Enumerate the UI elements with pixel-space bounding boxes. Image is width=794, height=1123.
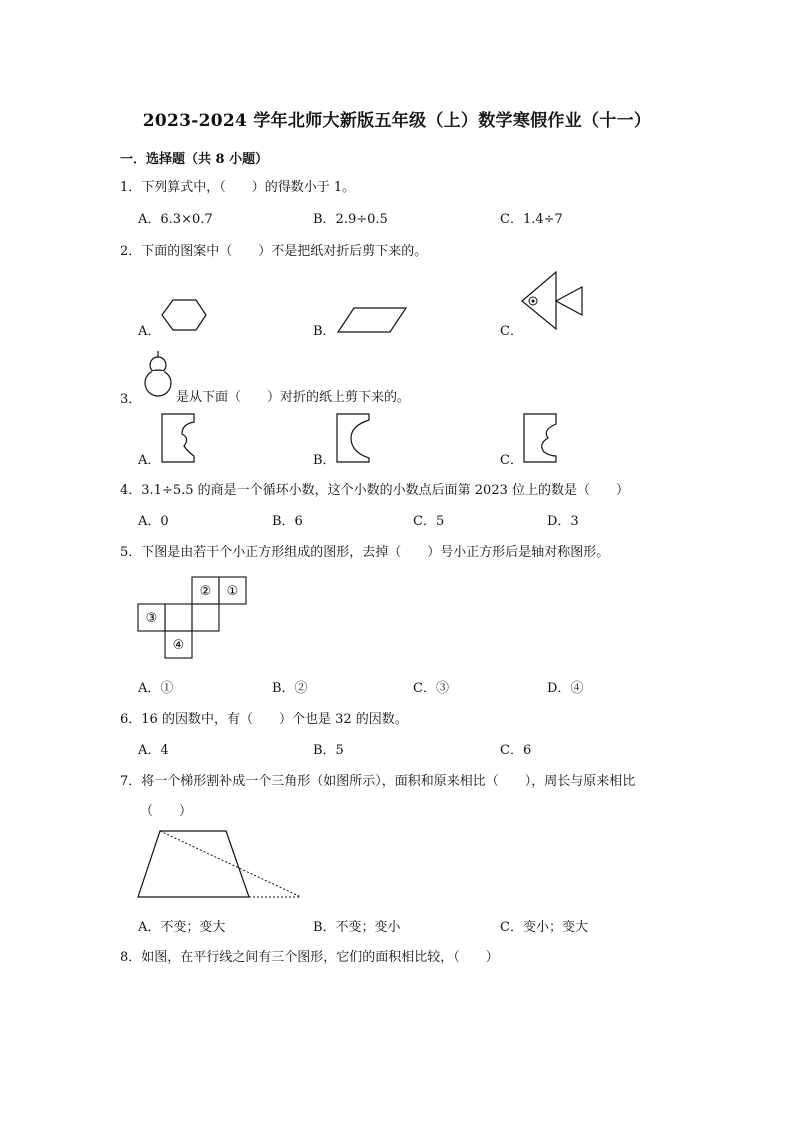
q7-option-c[interactable]: C．变小；变大 <box>500 920 588 935</box>
question-4-stem: 4．3.1÷5.5 的商是一个循环小数，这个小数的小数点后面第 2023 位上的数是（ ） <box>120 483 629 498</box>
q2-option-b[interactable]: B． <box>313 324 336 339</box>
question-6-stem: 6．16 的因数中，有（ ）个也是 32 的因数。 <box>120 712 408 727</box>
grid-label-2: ② <box>199 584 212 599</box>
folded-paper-b <box>335 412 373 464</box>
section-heading: 一．选择题（共 8 小题） <box>120 152 269 167</box>
grid-label-1: ① <box>226 584 239 599</box>
q4-option-d[interactable]: D．3 <box>547 514 579 529</box>
grid-label-4: ④ <box>172 638 185 653</box>
q1-option-b[interactable]: B．2.9÷0.5 <box>313 212 388 227</box>
q5-option-c[interactable]: C．③ <box>413 681 449 696</box>
q7-option-a[interactable]: A．不变；变大 <box>138 920 226 935</box>
question-7-stem-cont: （ ） <box>140 804 193 819</box>
fish-figure <box>520 270 590 332</box>
question-8-stem: 8．如图，在平行线之间有三个图形，它们的面积相比较，（ ） <box>120 950 499 965</box>
square-grid-figure <box>138 576 250 660</box>
hexagon-figure <box>160 298 210 334</box>
page-title: 2023-2024 学年北师大新版五年级（上）数学寒假作业（十一） <box>142 111 652 131</box>
q5-option-b[interactable]: B．② <box>272 681 308 696</box>
question-5-stem: 5．下图是由若干个小正方形组成的图形，去掉（ ）号小正方形后是轴对称图形。 <box>120 545 610 560</box>
q4-option-c[interactable]: C．5 <box>413 514 445 529</box>
q3-option-c[interactable]: C． <box>500 453 523 468</box>
folded-paper-a <box>160 412 198 464</box>
q3-option-a[interactable]: A． <box>138 453 161 468</box>
parallelogram-figure <box>336 305 411 335</box>
q6-option-c[interactable]: C．6 <box>500 743 532 758</box>
q1-option-c[interactable]: C．1.4÷7 <box>500 212 563 227</box>
q5-option-d[interactable]: D．④ <box>547 681 584 696</box>
question-3-stem: 是从下面（ ）对折的纸上剪下来的。 <box>176 390 411 405</box>
q4-option-a[interactable]: A．0 <box>138 514 169 529</box>
q6-option-a[interactable]: A．4 <box>138 743 169 758</box>
q3-option-b[interactable]: B． <box>313 453 336 468</box>
grid-label-3: ③ <box>145 611 158 626</box>
q1-option-a[interactable]: A．6.3×0.7 <box>138 212 213 227</box>
question-2-stem: 2．下面的图案中（ ）不是把纸对折后剪下来的。 <box>120 244 428 259</box>
gourd-figure <box>138 350 178 400</box>
folded-paper-c <box>522 412 560 464</box>
q4-option-b[interactable]: B．6 <box>272 514 303 529</box>
q2-option-a[interactable]: A． <box>138 324 161 339</box>
q6-option-b[interactable]: B．5 <box>313 743 344 758</box>
q5-option-a[interactable]: A．① <box>138 681 174 696</box>
q7-option-b[interactable]: B．不变；变小 <box>313 920 401 935</box>
question-1-stem: 1．下列算式中，（ ）的得数小于 1。 <box>120 180 356 195</box>
question-3-number: 3． <box>120 392 142 407</box>
q2-option-c[interactable]: C． <box>500 324 523 339</box>
trapezoid-figure <box>136 828 306 900</box>
question-7-stem: 7．将一个梯形割补成一个三角形（如图所示），面积和原来相比（ ），周长与原来相比 <box>120 774 636 789</box>
